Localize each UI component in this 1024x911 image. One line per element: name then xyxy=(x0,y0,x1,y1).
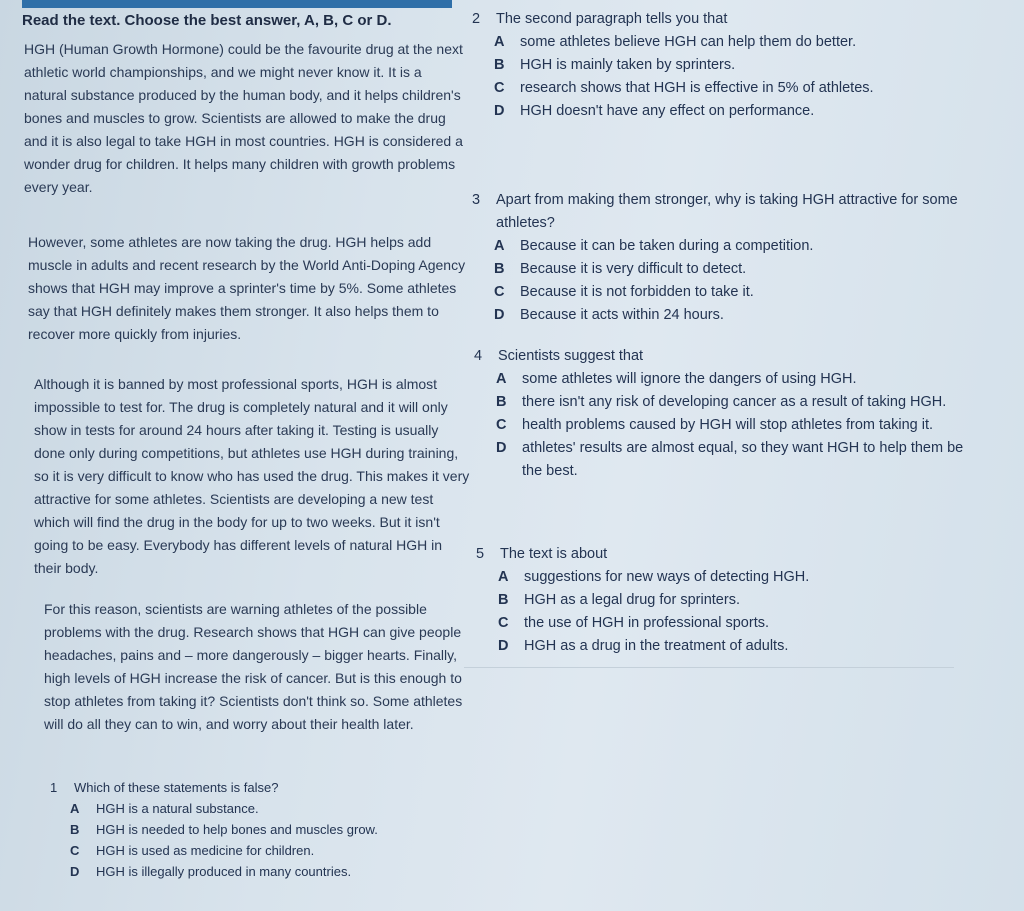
question-text: The second paragraph tells you that xyxy=(496,11,728,27)
question-4 xyxy=(474,345,974,483)
paragraph-3: Although it is banned by most professional sports, HGH is almost impossible to test for. The drug is completely natural and it will only show in tests for around 24 hours after taking it. Testing is usually done only during competitions, but athletes use HGH during training, so it is very difficult to know who has used the drug. This makes it very attractive for some athletes. Scientists are developing a new test which will find the drug in the body for up to two weeks. But it isn't going to be easy. Everybody has different levels of natural HGH in their body. xyxy=(34,376,470,576)
option-d[interactable]: D HGH doesn't have any effect on performance. xyxy=(494,103,815,119)
question-text: Scientists suggest that xyxy=(498,348,644,364)
question-number: 1 xyxy=(50,780,58,795)
option-d[interactable]: D athletes' results are almost equal, so they want HGH to help them be the best. xyxy=(496,440,964,479)
option-a[interactable]: A Because it can be taken during a competition. xyxy=(494,238,814,254)
option-c[interactable]: C HGH is used as medicine for children. xyxy=(70,843,315,858)
paragraph-2: However, some athletes are now taking the drug. HGH helps add muscle in adults and recent research by the World Anti-Doping Agency shows that HGH may improve a sprinter's time by 5%. Some athletes say that HGH definitely makes them stronger. It also helps them to recover more quickly from injuries. xyxy=(28,234,466,342)
question-1 xyxy=(50,777,470,882)
option-b[interactable]: B HGH is mainly taken by sprinters. xyxy=(494,57,736,73)
question-number: 2 xyxy=(472,11,481,27)
option-d[interactable]: D HGH is illegally produced in many countries. xyxy=(70,864,352,879)
question-2 xyxy=(472,8,972,123)
option-c[interactable]: C the use of HGH in professional sports. xyxy=(498,615,770,631)
option-c[interactable]: C health problems caused by HGH will stop athletes from taking it. xyxy=(496,417,934,433)
option-a[interactable]: A suggestions for new ways of detecting HGH. xyxy=(498,569,810,585)
option-b[interactable]: B Because it is very difficult to detect. xyxy=(494,261,747,277)
option-b[interactable]: B HGH is needed to help bones and muscles grow. xyxy=(70,822,378,837)
paragraph-4: For this reason, scientists are warning athletes of the possible problems with the drug. Research shows that HGH can give people headaches, pains and – more dangerously – bigger hearts. Finally, high levels of HGH increase the risk of cancer. But is this enough to stop athletes from taking it? Scientists don't think so. Some athletes will do all they can to win, and worry about their health later. xyxy=(44,601,463,732)
option-b[interactable]: B there isn't any risk of developing cancer as a result of taking HGH. xyxy=(496,394,947,410)
question-text: The text is about xyxy=(500,546,608,562)
paragraph-1: HGH (Human Growth Hormone) could be the favourite drug at the next athletic world championships, and we might never know it. It is a natural substance produced by the human body, and it helps children's bones and muscles to grow. Scientists are allowed to make the drug and it is also legal to take HGH in most countries. HGH is considered a wonder drug for children. It helps many children with growth problems every year. xyxy=(24,41,463,195)
option-a[interactable]: A HGH is a natural substance. xyxy=(70,801,259,816)
question-number: 3 xyxy=(472,192,481,208)
question-number: 5 xyxy=(476,546,485,562)
option-c[interactable]: C Because it is not forbidden to take it. xyxy=(494,284,754,300)
question-number: 4 xyxy=(474,348,483,364)
question-5 xyxy=(476,543,976,658)
instruction: Read the text. Choose the best answer, A, B, C or D. xyxy=(22,12,392,29)
divider xyxy=(464,667,954,668)
option-b[interactable]: B HGH as a legal drug for sprinters. xyxy=(498,592,740,608)
option-d[interactable]: D HGH as a drug in the treatment of adults. xyxy=(498,638,789,654)
question-text: Which of these statements is false? xyxy=(74,780,279,795)
question-text: Apart from making them stronger, why is taking HGH attractive for some athletes? xyxy=(496,192,958,231)
option-c[interactable]: C research shows that HGH is effective in 5% of athletes. xyxy=(494,80,874,96)
header-bar xyxy=(22,0,452,8)
question-3 xyxy=(472,189,972,327)
option-a[interactable]: A some athletes will ignore the dangers of using HGH. xyxy=(496,371,857,387)
option-d[interactable]: D Because it acts within 24 hours. xyxy=(494,307,724,323)
option-a[interactable]: A some athletes believe HGH can help them do better. xyxy=(494,34,857,50)
